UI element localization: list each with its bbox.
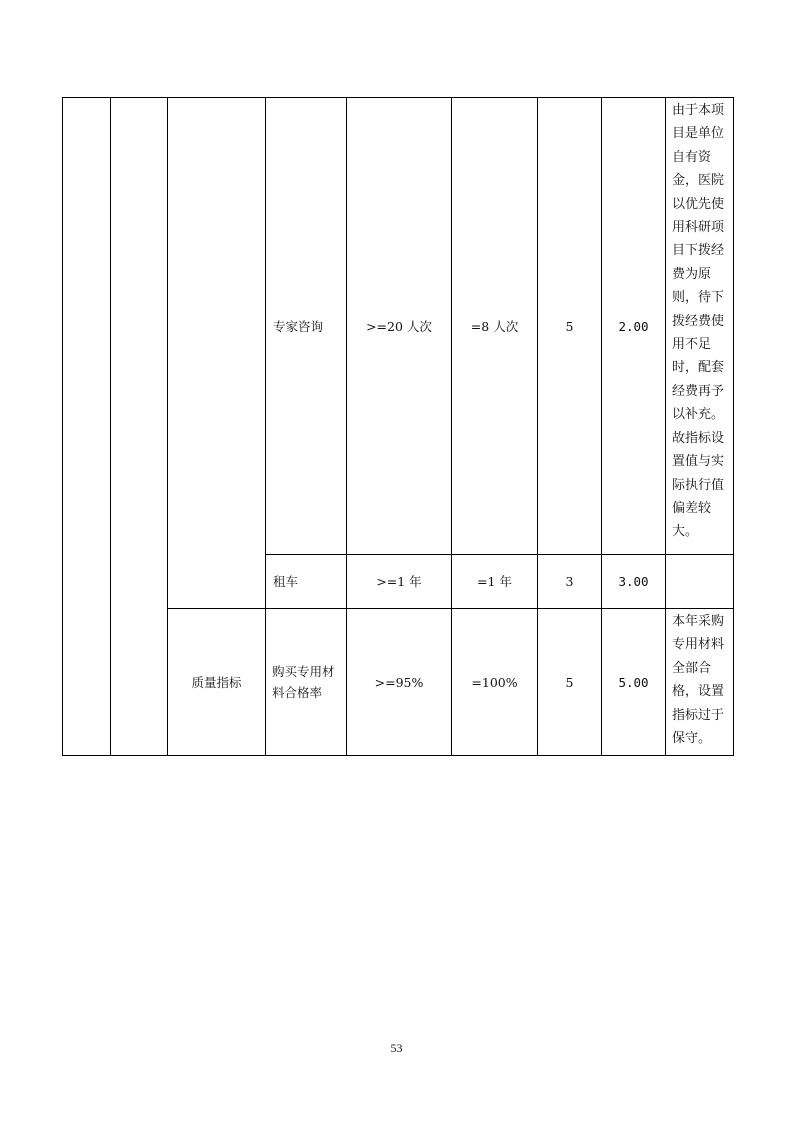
score-cell: 2.00 — [602, 98, 666, 555]
deviation-note-cell: 由于本项目是单位自有资金，医院以优先使用科研项目下拨经费为原则，待下拨经费使用不足时，配套经费再予以补充。故指标设置值与实际执行值偏差较大。 — [666, 98, 734, 555]
target-value-cell: >=95% — [347, 609, 452, 756]
weight-cell: 3 — [538, 555, 602, 609]
indicator-name-cell: 购买专用材料合格率 — [266, 609, 347, 756]
target-value-cell: >=20 人次 — [347, 98, 452, 555]
score-cell: 3.00 — [602, 555, 666, 609]
weight-cell: 5 — [538, 609, 602, 756]
deviation-note-cell — [666, 555, 734, 609]
score-cell: 5.00 — [602, 609, 666, 756]
target-value-cell: >=1 年 — [347, 555, 452, 609]
indicator-name-cell: 专家咨询 — [266, 98, 347, 555]
weight-cell: 5 — [538, 98, 602, 555]
third-level-category-cell — [168, 98, 266, 609]
second-level-indicator-cell — [111, 98, 168, 756]
actual-value-cell: =8 人次 — [452, 98, 538, 555]
performance-indicator-table — [62, 97, 734, 756]
first-level-indicator-cell — [63, 98, 111, 756]
page-number: 53 — [390, 1041, 403, 1055]
deviation-note-cell: 本年采购专用材料全部合格，设置指标过于保守。 — [666, 609, 734, 756]
third-level-category-cell: 质量指标 — [168, 609, 266, 756]
table-row — [63, 98, 734, 555]
indicator-name-cell: 租车 — [266, 555, 347, 609]
actual-value-cell: =1 年 — [452, 555, 538, 609]
actual-value-cell: =100% — [452, 609, 538, 756]
